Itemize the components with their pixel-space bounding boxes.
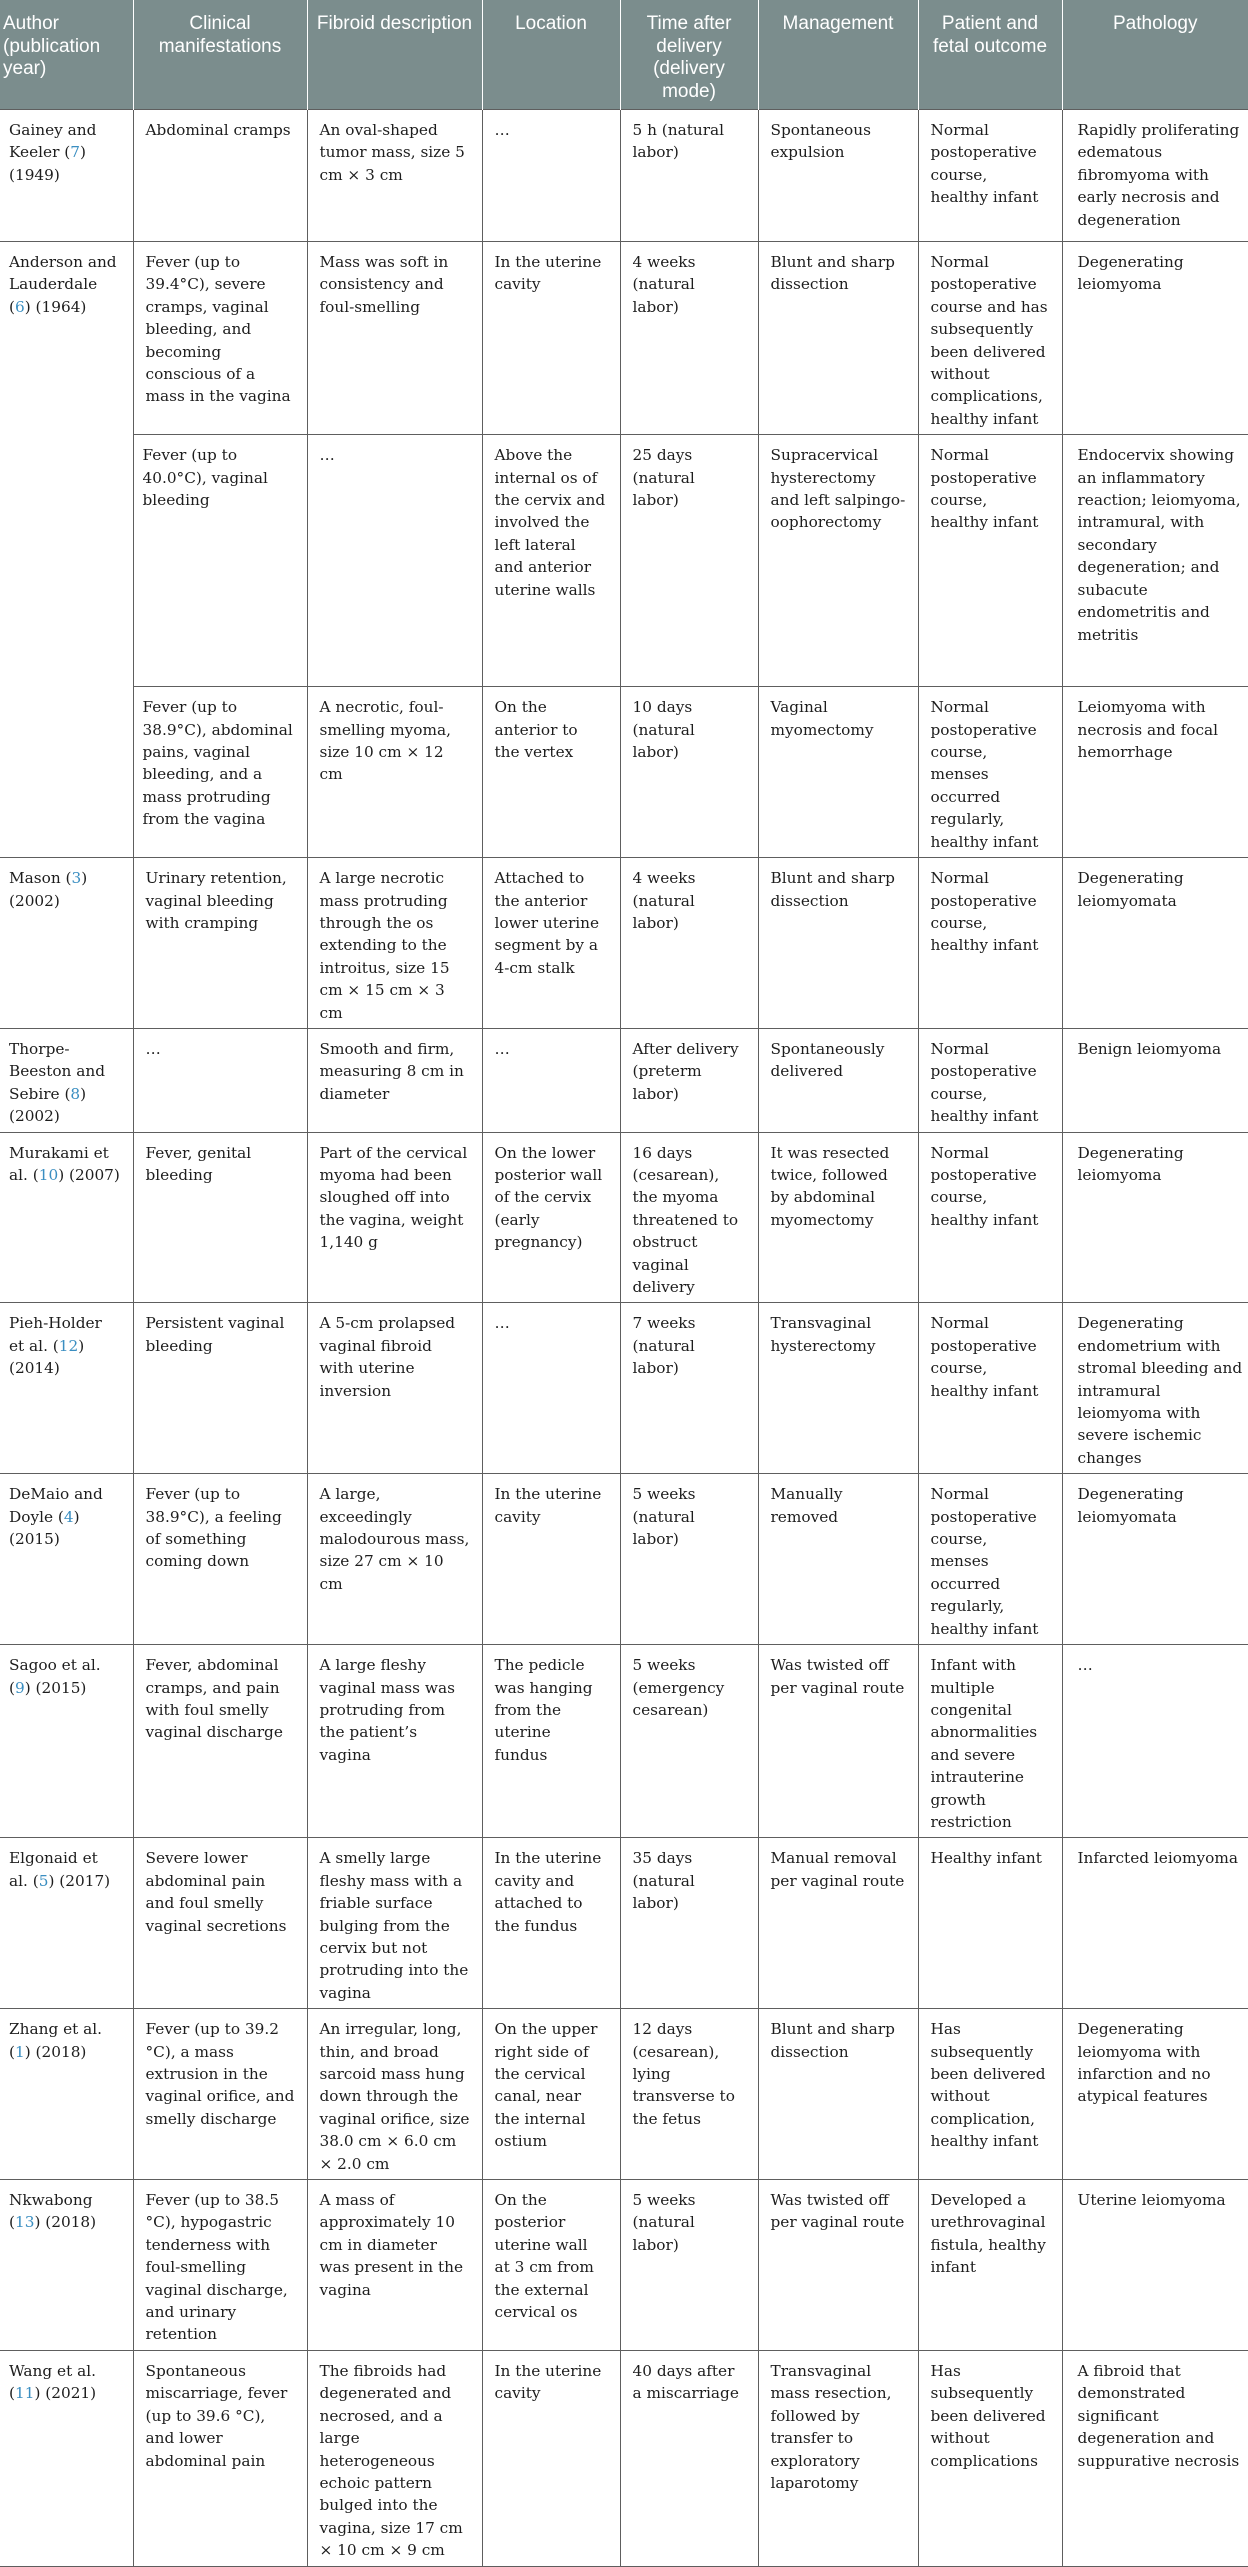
time-after-delivery-cell: 25 days (natural labor) — [620, 435, 758, 687]
pathology-cell: Benign leiomyoma — [1062, 1028, 1248, 1132]
publication-year: ) (2002) — [9, 869, 88, 910]
reference-link[interactable]: 5 — [38, 1871, 49, 1890]
publication-year: ) (2018) — [24, 2042, 87, 2061]
table-row — [0, 2180, 1248, 2351]
header-row — [0, 0, 1248, 110]
publication-year: ) (1949) — [9, 143, 86, 184]
table-row — [0, 242, 1248, 435]
author-name: Murakami et al. ( — [9, 1143, 109, 1184]
pathology-cell: Degenerating endometrium with stromal bleeding and intramural leiomyoma with severe ischemic changes — [1062, 1303, 1248, 1474]
location-cell: On the anterior to the vertex — [482, 687, 620, 858]
author-cell — [0, 1838, 133, 2009]
author-name: Gainey and Keeler ( — [9, 121, 97, 162]
location-cell: … — [482, 1303, 620, 1474]
time-after-delivery-cell: After delivery (preterm labor) — [620, 1028, 758, 1132]
location-cell: … — [482, 1028, 620, 1132]
outcome-cell: Developed a urethrovaginal fistula, healthy infant — [918, 2180, 1062, 2351]
outcome-cell: Normal postoperative course, healthy infant — [918, 1132, 1062, 1303]
table-row — [0, 435, 1248, 687]
col-header-fibroid-description: Fibroid description — [307, 0, 482, 110]
time-after-delivery-cell: 10 days (natural labor) — [620, 687, 758, 858]
outcome-cell: Has subsequently been delivered without complications — [918, 2350, 1062, 2566]
time-after-delivery-cell: 12 days (cesarean), lying transverse to the fetus — [620, 2009, 758, 2180]
clinical-manifestations-cell: Abdominal cramps — [133, 110, 307, 242]
table-body — [0, 110, 1248, 2567]
author-name: Thorpe-Beeston and Sebire ( — [9, 1039, 106, 1103]
col-header-time-after-delivery: Time after delivery (delivery mode) — [620, 0, 758, 110]
location-cell: The pedicle was hanging from the uterine fundus — [482, 1645, 620, 1838]
management-cell: It was resected twice, followed by abdominal myomectomy — [758, 1132, 918, 1303]
author-name: Elgonaid et al. ( — [9, 1849, 98, 1890]
clinical-manifestations-cell: Fever (up to 40.0°C), vaginal bleeding — [133, 435, 307, 687]
clinical-manifestations-cell: Fever, genital bleeding — [133, 1132, 307, 1303]
pathology-cell: Uterine leiomyoma — [1062, 2180, 1248, 2351]
outcome-cell: Normal postoperative course, healthy infant — [918, 1303, 1062, 1474]
management-cell: Spontaneously delivered — [758, 1028, 918, 1132]
author-cell — [0, 1474, 133, 1645]
publication-year: ) (2021) — [34, 2384, 97, 2403]
table-row — [0, 1132, 1248, 1303]
management-cell: Vaginal myomectomy — [758, 687, 918, 858]
col-header-management: Management — [758, 0, 918, 110]
time-after-delivery-cell: 7 weeks (natural labor) — [620, 1303, 758, 1474]
time-after-delivery-cell: 4 weeks (natural labor) — [620, 858, 758, 1029]
outcome-cell: Normal postoperative course, healthy infant — [918, 110, 1062, 242]
reference-link[interactable]: 4 — [63, 1507, 74, 1526]
outcome-cell: Has subsequently been delivered without complication, healthy infant — [918, 2009, 1062, 2180]
clinical-manifestations-cell: Fever (up to 39.2 °C), a mass extrusion in the vaginal orifice, and smelly discharge — [133, 2009, 307, 2180]
clinical-manifestations-cell: Severe lower abdominal pain and foul smelly vaginal secretions — [133, 1838, 307, 2009]
management-cell: Blunt and sharp dissection — [758, 242, 918, 435]
location-cell: Attached to the anterior lower uterine segment by a 4-cm stalk — [482, 858, 620, 1029]
publication-year: ) (2015) — [9, 1507, 80, 1549]
pathology-cell: Infarcted leiomyoma — [1062, 1838, 1248, 2009]
col-header-outcome: Patient and fetal outcome — [918, 0, 1062, 110]
management-cell: Manually removed — [758, 1474, 918, 1645]
reference-link[interactable]: 12 — [58, 1336, 79, 1355]
fibroid-description-cell: A mass of approximately 10 cm in diameter was present in the vagina — [307, 2180, 482, 2351]
author-cell — [0, 1645, 133, 1838]
table-row — [0, 2009, 1248, 2180]
management-cell: Transvaginal hysterectomy — [758, 1303, 918, 1474]
author-name: Zhang et al. ( — [9, 2020, 103, 2061]
pathology-cell: Endocervix showing an inflammatory reaction; leiomyoma, intramural, with secondary degeneration; and subacute endometritis and metritis — [1062, 435, 1248, 687]
time-after-delivery-cell: 4 weeks (natural labor) — [620, 242, 758, 435]
fibroid-description-cell: An oval-shaped tumor mass, size 5 cm × 3 cm — [307, 110, 482, 242]
author-name: Anderson and Lauderdale ( — [9, 253, 117, 316]
time-after-delivery-cell: 5 weeks (natural labor) — [620, 1474, 758, 1645]
fibroid-description-cell: A 5-cm prolapsed vaginal fibroid with uterine inversion — [307, 1303, 482, 1474]
table-row — [0, 1303, 1248, 1474]
clinical-manifestations-cell: Urinary retention, vaginal bleeding with cramping — [133, 858, 307, 1029]
pathology-cell: A fibroid that demonstrated significant degeneration and suppurative necrosis — [1062, 2350, 1248, 2566]
location-cell: On the lower posterior wall of the cervix (early pregnancy) — [482, 1132, 620, 1303]
outcome-cell: Normal postoperative course, menses occurred regularly, healthy infant — [918, 1474, 1062, 1645]
location-cell: On the posterior uterine wall at 3 cm from the external cervical os — [482, 2180, 620, 2351]
fibroid-description-cell: Smooth and firm, measuring 8 cm in diameter — [307, 1028, 482, 1132]
publication-year: ) (2015) — [24, 1678, 87, 1697]
time-after-delivery-cell: 16 days (cesarean), the myoma threatened to obstruct vaginal delivery — [620, 1132, 758, 1303]
pathology-cell: Leiomyoma with necrosis and focal hemorrhage — [1062, 687, 1248, 858]
author-cell — [0, 1132, 133, 1303]
fibroid-description-cell: An irregular, long, thin, and broad sarcoid mass hung down through the vaginal orifice, size 38.0 cm × 6.0 cm × 2.0 cm — [307, 2009, 482, 2180]
col-header-clinical-manifestations: Clinical manifestations — [133, 0, 307, 110]
table-row — [0, 1645, 1248, 1838]
reference-link[interactable]: 9 — [14, 1678, 25, 1697]
time-after-delivery-cell: 35 days (natural labor) — [620, 1838, 758, 2009]
author-cell — [0, 858, 133, 1029]
clinical-manifestations-cell: … — [133, 1028, 307, 1132]
reference-link[interactable]: 7 — [70, 143, 80, 162]
clinical-manifestations-cell: Fever, abdominal cramps, and pain with foul smelly vaginal discharge — [133, 1645, 307, 1838]
publication-year: ) (2018) — [34, 2213, 97, 2232]
publication-year: ) (2002) — [9, 1084, 87, 1126]
author-cell — [0, 2350, 133, 2566]
author-name: Pieh-Holder et al. ( — [9, 1314, 102, 1355]
clinical-manifestations-cell: Fever (up to 38.9°C), a feeling of something coming down — [133, 1474, 307, 1645]
time-after-delivery-cell: 40 days after a miscarriage — [620, 2350, 758, 2566]
fibroid-description-cell: A large, exceedingly malodourous mass, size 27 cm × 10 cm — [307, 1474, 482, 1645]
author-cell — [0, 1303, 133, 1474]
author-name: Sagoo et al. ( — [9, 1656, 101, 1697]
management-cell: Blunt and sharp dissection — [758, 2009, 918, 2180]
fibroid-description-cell: The fibroids had degenerated and necrosed, and a large heterogeneous echoic pattern bulged into the vagina, size 17 cm × 10 cm × 9 cm — [307, 2350, 482, 2566]
author-cell — [0, 1028, 133, 1132]
outcome-cell: Normal postoperative course, healthy infant — [918, 1028, 1062, 1132]
reference-link[interactable]: 11 — [14, 2384, 35, 2403]
reference-link[interactable]: 13 — [14, 2213, 35, 2232]
fibroid-description-cell: Mass was soft in consistency and foul-smelling — [307, 242, 482, 435]
management-cell: Was twisted off per vaginal route — [758, 1645, 918, 1838]
pathology-cell: Degenerating leiomyoma with infarction and no atypical features — [1062, 2009, 1248, 2180]
management-cell: Blunt and sharp dissection — [758, 858, 918, 1029]
publication-year: ) (2017) — [48, 1871, 111, 1890]
table-row — [0, 858, 1248, 1029]
clinical-manifestations-cell: Fever (up to 38.5 °C), hypogastric tenderness with foul-smelling vaginal discharge, and urinary retention — [133, 2180, 307, 2351]
time-after-delivery-cell: 5 weeks (emergency cesarean) — [620, 1645, 758, 1838]
table-row — [0, 1474, 1248, 1645]
table-row — [0, 687, 1248, 858]
reference-link[interactable]: 6 — [14, 297, 25, 316]
fibroid-description-cell: A necrotic, foul-smelling myoma, size 10 cm × 12 cm — [307, 687, 482, 858]
outcome-cell: Normal postoperative course, menses occurred regularly, healthy infant — [918, 687, 1062, 858]
table-row — [0, 1028, 1248, 1132]
author-cell — [0, 242, 133, 858]
author-name: Wang et al. ( — [9, 2361, 96, 2403]
author-name: Mason ( — [9, 869, 72, 888]
management-cell: Transvaginal mass resection, followed by transfer to exploratory laparotomy — [758, 2350, 918, 2566]
author-cell — [0, 2180, 133, 2351]
author-name: Nkwabong ( — [9, 2191, 93, 2232]
fibroid-description-cell: A large fleshy vaginal mass was protruding from the patient’s vagina — [307, 1645, 482, 1838]
pathology-cell: … — [1062, 1645, 1248, 1838]
location-cell: In the uterine cavity — [482, 2350, 620, 2566]
outcome-cell: Healthy infant — [918, 1838, 1062, 2009]
outcome-cell: Normal postoperative course, healthy infant — [918, 858, 1062, 1029]
col-header-pathology: Pathology — [1062, 0, 1248, 110]
outcome-cell: Infant with multiple congenital abnormalities and severe intrauterine growth restriction — [918, 1645, 1062, 1838]
location-cell: … — [482, 110, 620, 242]
author-name: DeMaio and Doyle ( — [9, 1485, 103, 1526]
table-row — [0, 2350, 1248, 2566]
location-cell: In the uterine cavity — [482, 242, 620, 435]
pathology-cell: Rapidly proliferating edematous fibromyoma with early necrosis and degeneration — [1062, 110, 1248, 242]
reference-link[interactable]: 3 — [71, 869, 82, 888]
location-cell: On the upper right side of the cervical canal, near the internal ostium — [482, 2009, 620, 2180]
clinical-manifestations-cell: Spontaneous miscarriage, fever (up to 39.6 °C), and lower abdominal pain — [133, 2350, 307, 2566]
management-cell: Supracervical hysterectomy and left salpingo-oophorectomy — [758, 435, 918, 687]
location-cell: In the uterine cavity and attached to the fundus — [482, 1838, 620, 2009]
location-cell: Above the internal os of the cervix and involved the left lateral and anterior uterine walls — [482, 435, 620, 687]
fibroid-description-cell: A large necrotic mass protruding through the os extending to the introitus, size 15 cm × 15 cm × 3 cm — [307, 858, 482, 1029]
reference-link[interactable]: 10 — [38, 1165, 59, 1184]
fibroid-description-cell: … — [307, 435, 482, 687]
time-after-delivery-cell: 5 weeks (natural labor) — [620, 2180, 758, 2351]
table-row — [0, 1838, 1248, 2009]
clinical-manifestations-cell: Fever (up to 38.9°C), abdominal pains, vaginal bleeding, and a mass protruding from the vagina — [133, 687, 307, 858]
fibroid-description-cell: A smelly large fleshy mass with a friable surface bulging from the cervix but not protruding into the vagina — [307, 1838, 482, 2009]
pathology-cell: Degenerating leiomyomata — [1062, 1474, 1248, 1645]
fibroid-description-cell: Part of the cervical myoma had been sloughed off into the vagina, weight 1,140 g — [307, 1132, 482, 1303]
outcome-cell: Normal postoperative course, healthy infant — [918, 435, 1062, 687]
management-cell: Was twisted off per vaginal route — [758, 2180, 918, 2351]
reference-link[interactable]: 8 — [70, 1084, 81, 1103]
management-cell: Spontaneous expulsion — [758, 110, 918, 242]
pathology-cell: Degenerating leiomyomata — [1062, 858, 1248, 1029]
publication-year: ) (2007) — [58, 1165, 120, 1184]
author-cell — [0, 2009, 133, 2180]
clinical-manifestations-cell: Fever (up to 39.4°C), severe cramps, vaginal bleeding, and becoming conscious of a mass in the vagina — [133, 242, 307, 435]
table-row — [0, 110, 1248, 242]
pathology-cell: Degenerating leiomyoma — [1062, 1132, 1248, 1303]
time-after-delivery-cell: 5 h (natural labor) — [620, 110, 758, 242]
outcome-cell: Normal postoperative course and has subsequently been delivered without complications, healthy infant — [918, 242, 1062, 435]
pathology-cell: Degenerating leiomyoma — [1062, 242, 1248, 435]
col-header-author: Author (publication year) — [0, 0, 133, 110]
clinical-manifestations-cell: Persistent vaginal bleeding — [133, 1303, 307, 1474]
publication-year: ) (2014) — [9, 1336, 85, 1378]
publication-year: ) (1964) — [24, 297, 87, 316]
reference-link[interactable]: 1 — [14, 2042, 25, 2061]
location-cell: In the uterine cavity — [482, 1474, 620, 1645]
col-header-location: Location — [482, 0, 620, 110]
author-cell — [0, 110, 133, 242]
management-cell: Manual removal per vaginal route — [758, 1838, 918, 2009]
